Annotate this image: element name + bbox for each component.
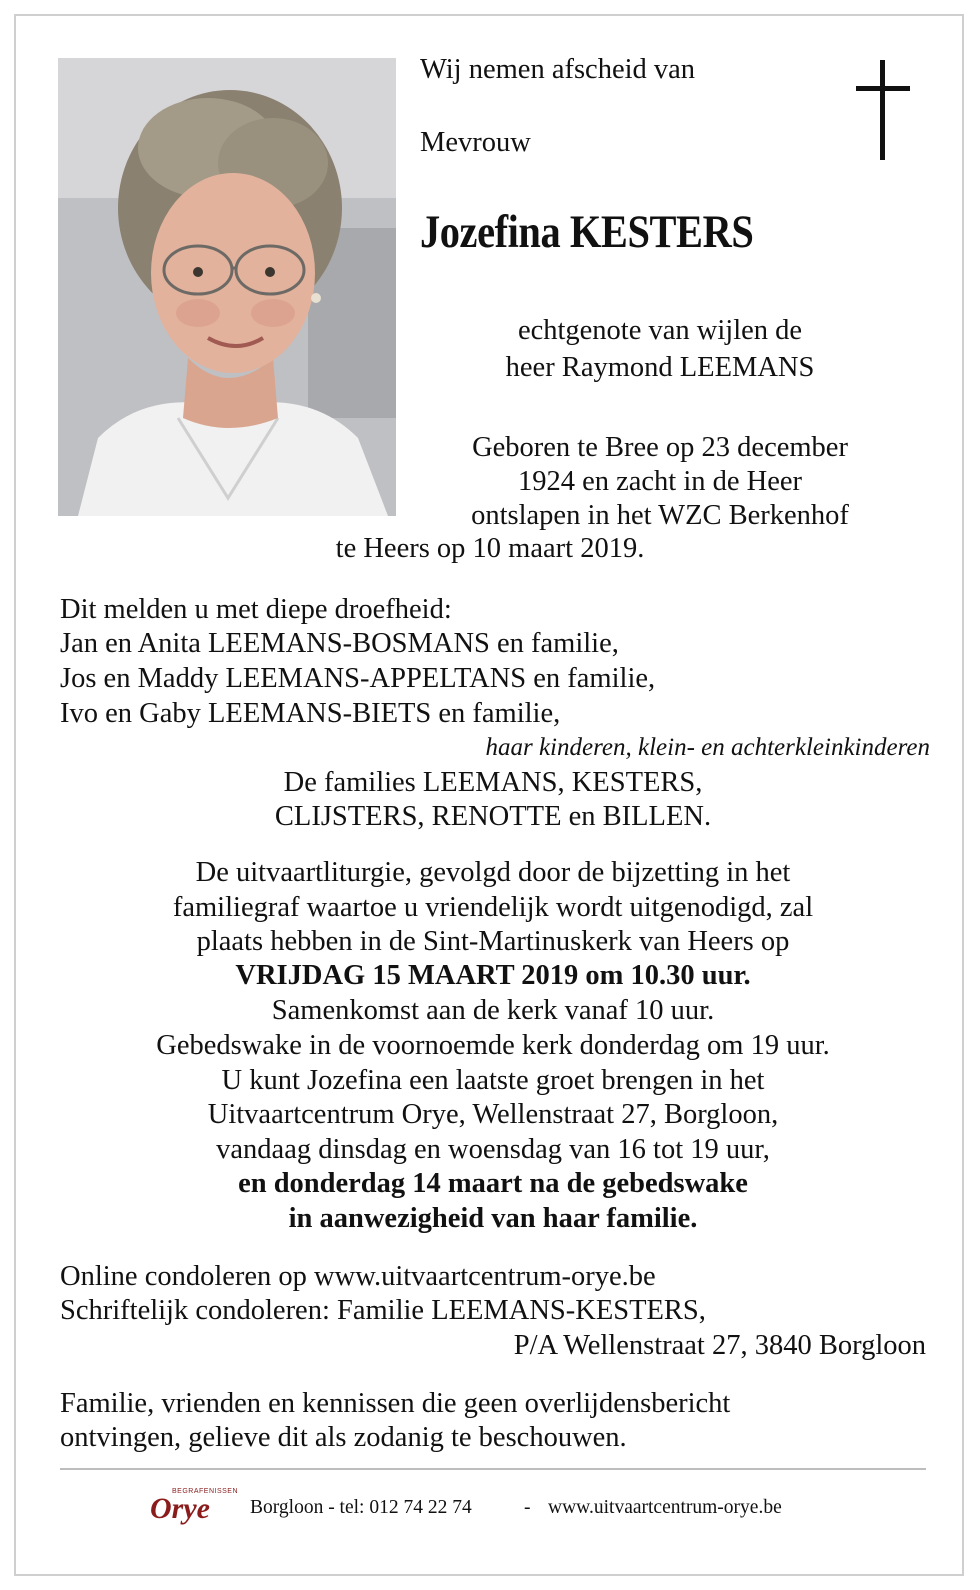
gathering-line: Gebedswake in de voornoemde kerk donderdag om 19 uur. xyxy=(156,1030,830,1061)
logo-tagline: BEGRAFENISSEN xyxy=(172,1488,239,1495)
announcer-line: Ivo en Gaby LEEMANS-BIETS en familie, xyxy=(60,698,561,729)
deceased-name: Jozefina KESTERS xyxy=(420,206,754,258)
footer-website: www.uitvaartcentrum-orye.be xyxy=(548,1497,782,1518)
gathering-line: U kunt Jozefina een laatste groet brengen in het xyxy=(221,1065,765,1096)
gathering-bold-line: in aanwezigheid van haar familie. xyxy=(288,1203,698,1234)
gathering-line: Uitvaartcentrum Orye, Wellenstraat 27, Borgloon, xyxy=(207,1099,779,1130)
funeral-line: familiegraf waartoe u vriendelijk wordt uitgenodigd, zal xyxy=(172,892,814,923)
portrait-photo xyxy=(58,58,396,516)
gathering-bold-line: en donderdag 14 maart na de gebedswake xyxy=(238,1168,748,1199)
footer-dash: - xyxy=(524,1497,531,1518)
funeral-line: plaats hebben in de Sint-Martinuskerk van Heers op xyxy=(196,926,790,957)
birth-line: ontslapen in het WZC Berkenhof xyxy=(471,500,849,531)
condolence-line: P/A Wellenstraat 27, 3840 Borgloon xyxy=(513,1330,926,1361)
announcer-line: Dit melden u met diepe droefheid: xyxy=(60,594,452,625)
funeral-line: De uitvaartliturgie, gevolgd door de bijzetting in het xyxy=(195,857,791,888)
spouse-line-2: heer Raymond LEEMANS xyxy=(505,352,815,383)
gathering-line: vandaag dinsdag en woensdag van 16 tot 19 uur, xyxy=(216,1134,770,1165)
spouse-line-1: echtgenote van wijlen de xyxy=(517,315,803,346)
gathering-line: Samenkomst aan de kerk vanaf 10 uur. xyxy=(271,995,715,1026)
descendants-line: haar kinderen, klein- en achterkleinkinderen xyxy=(485,734,930,761)
birth-line: te Heers op 10 maart 2019. xyxy=(335,533,645,564)
announcer-line: Jan en Anita LEEMANS-BOSMANS en familie, xyxy=(60,628,619,659)
funeral-date: VRIJDAG 15 MAART 2019 om 10.30 uur. xyxy=(235,960,751,991)
families-line: De families LEEMANS, KESTERS, xyxy=(283,767,703,798)
footer-divider xyxy=(60,1468,926,1470)
condolence-line: Schriftelijk condoleren: Familie LEEMANS-KESTERS, xyxy=(60,1295,706,1326)
title-text: Mevrouw xyxy=(420,127,531,158)
portrait-illustration xyxy=(58,58,396,516)
logo-name: Orye xyxy=(150,1492,210,1525)
footer xyxy=(150,1488,850,1528)
announcer-line: Jos en Maddy LEEMANS-APPELTANS en familie, xyxy=(60,663,656,694)
families-line: CLIJSTERS, RENOTTE en BILLEN. xyxy=(274,801,712,832)
birth-line: 1924 en zacht in de Heer xyxy=(517,466,803,497)
orye-logo xyxy=(150,1488,239,1525)
condolence-line: Online condoleren op www.uitvaartcentrum-orye.be xyxy=(60,1261,656,1292)
intro-text: Wij nemen afscheid van xyxy=(420,54,696,85)
birth-line: Geboren te Bree op 23 december xyxy=(472,432,848,463)
cross-icon xyxy=(856,60,912,160)
closing-line: ontvingen, gelieve dit als zodanig te beschouwen. xyxy=(60,1422,627,1453)
footer-contact: Borgloon - tel: 012 74 22 74 xyxy=(250,1497,472,1518)
closing-line: Familie, vrienden en kennissen die geen overlijdensbericht xyxy=(60,1388,731,1419)
